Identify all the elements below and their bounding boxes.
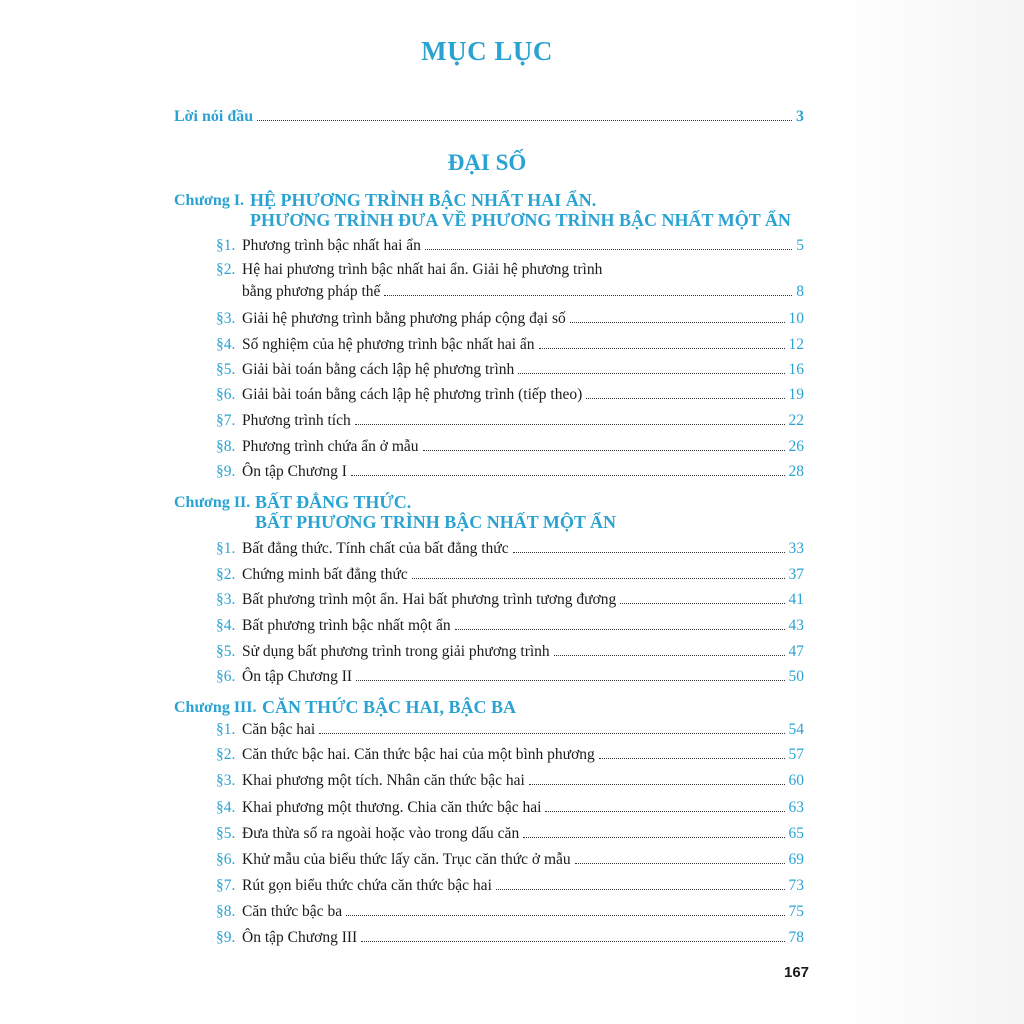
toc-entry[interactable] (216, 799, 804, 821)
leader-dots (356, 680, 784, 681)
entry-page-number: 57 (788, 746, 804, 763)
entry-page-number: 37 (788, 566, 804, 583)
toc-entry[interactable] (216, 617, 804, 639)
section-number: §8. (216, 903, 236, 920)
entry-title: Căn thức bậc hai. Căn thức bậc hai của một bình phương (242, 746, 595, 763)
entry-page-number: 75 (788, 903, 804, 920)
leader-dots (361, 941, 784, 942)
section-number: §2. (216, 261, 236, 278)
preface-entry[interactable] (174, 108, 804, 130)
toc-entry[interactable] (216, 772, 804, 794)
leader-dots (455, 629, 785, 630)
entry-title: Khử mẫu của biểu thức lấy căn. Trục căn thức ở mẫu (242, 851, 571, 868)
entry-page-number: 16 (788, 361, 804, 378)
section-number: §7. (216, 412, 236, 429)
entry-page-number: 12 (788, 336, 804, 353)
section-number: §2. (216, 746, 236, 763)
entry-page-number: 33 (788, 540, 804, 557)
entry-title: Khai phương một thương. Chia căn thức bậc hai (242, 799, 542, 816)
toc-entry[interactable] (216, 438, 804, 460)
entry-title: Giải bài toán bằng cách lập hệ phương trình (242, 361, 515, 378)
toc-entry[interactable] (216, 851, 804, 873)
chapter-title-line: HỆ PHƯƠNG TRÌNH BẬC NHẤT HAI ẨN. (250, 190, 597, 210)
leader-dots (518, 373, 784, 374)
entry-title: Phương trình chứa ẩn ở mẫu (242, 438, 419, 455)
entry-title: Ôn tập Chương I (242, 463, 347, 480)
chapter-title-line: CĂN THỨC BẬC HAI, BẬC BA (262, 697, 517, 717)
toc-entry[interactable] (216, 643, 804, 665)
leader-dots (423, 450, 785, 451)
toc-entry[interactable] (216, 540, 804, 562)
chapter-label: Chương III. (174, 699, 257, 716)
leader-dots (513, 552, 785, 553)
entry-title: Căn thức bậc ba (242, 903, 343, 920)
entry-title: Bất đẳng thức. Tính chất của bất đẳng thức (242, 540, 509, 557)
page-number: 167 (784, 964, 810, 981)
chapter-title-line: BẤT ĐẲNG THỨC. (255, 492, 412, 512)
toc-entry[interactable] (216, 261, 804, 305)
entry-title: Bất phương trình một ẩn. Hai bất phương trình tương đương (242, 591, 617, 608)
section-number: §3. (216, 591, 236, 608)
leader-dots (346, 915, 784, 916)
entry-title: Căn bậc hai (242, 721, 316, 738)
entry-page-number: 54 (788, 721, 804, 738)
entry-page-number: 47 (788, 643, 804, 660)
leader-dots (599, 758, 785, 759)
toc-entry[interactable] (216, 463, 804, 485)
section-number: §3. (216, 310, 236, 327)
toc-entry[interactable] (216, 361, 804, 383)
chapter-label: Chương I. (174, 192, 245, 209)
entry-title: Phương trình tích (242, 412, 351, 429)
chapter-title-line: PHƯƠNG TRÌNH ĐƯA VỀ PHƯƠNG TRÌNH BẬC NHẤT MỘT ẨN (250, 210, 791, 230)
section-number: §5. (216, 643, 236, 660)
leader-dots (412, 578, 785, 579)
entry-title: Giải hệ phương trình bằng phương pháp cộng đại số (242, 310, 566, 327)
leader-dots (319, 733, 784, 734)
leader-dots (575, 863, 785, 864)
entry-title: Rút gọn biểu thức chứa căn thức bậc hai (242, 877, 492, 894)
section-number: §6. (216, 386, 236, 403)
section-number: §1. (216, 721, 236, 738)
entry-page-number: 60 (788, 772, 804, 789)
chapter-label: Chương II. (174, 494, 251, 511)
entry-title: Ôn tập Chương III (242, 929, 358, 946)
leader-dots (257, 120, 792, 121)
leader-dots (570, 322, 785, 323)
entry-page-number: 43 (788, 617, 804, 634)
section-title: ĐẠI SỐ (447, 150, 527, 175)
entry-title: Số nghiệm của hệ phương trình bậc nhất hai ẩn (242, 336, 535, 353)
section-number: §6. (216, 668, 236, 685)
toc-entry[interactable] (216, 903, 804, 925)
section-number: §4. (216, 799, 236, 816)
entry-page-number: 26 (788, 438, 804, 455)
entry-page-number: 65 (788, 825, 804, 842)
entry-page-number: 41 (788, 591, 804, 608)
entry-page-number: 63 (788, 799, 804, 816)
section-number: §2. (216, 566, 236, 583)
section-number: §6. (216, 851, 236, 868)
toc-entry[interactable] (216, 877, 804, 899)
leader-dots (351, 475, 785, 476)
section-number: §5. (216, 825, 236, 842)
toc-entry[interactable] (216, 668, 804, 690)
leader-dots (554, 655, 785, 656)
toc-entry[interactable] (216, 386, 804, 408)
section-number: §7. (216, 877, 236, 894)
entry-page-number: 28 (788, 463, 804, 480)
section-number: §4. (216, 617, 236, 634)
leader-dots (355, 424, 785, 425)
entry-title: Phương trình bậc nhất hai ẩn (242, 237, 421, 254)
leader-dots (529, 784, 785, 785)
page-title: MỤC LỤC (421, 36, 553, 66)
toc-entry[interactable] (216, 310, 804, 332)
leader-dots (545, 811, 784, 812)
leader-dots (523, 837, 784, 838)
leader-dots (425, 249, 792, 250)
entry-title: Chứng minh bất đẳng thức (242, 566, 408, 583)
entry-title: Hệ hai phương trình bậc nhất hai ẩn. Giải hệ phương trình (242, 261, 603, 278)
entry-title: Khai phương một tích. Nhân căn thức bậc hai (242, 772, 525, 789)
entry-page-number: 22 (788, 412, 804, 429)
leader-dots (620, 603, 784, 604)
toc-entry[interactable] (216, 746, 804, 768)
toc-entry[interactable] (216, 721, 804, 743)
entry-page-number: 78 (788, 929, 804, 946)
section-number: §5. (216, 361, 236, 378)
section-number: §8. (216, 438, 236, 455)
chapter-title-line: BẤT PHƯƠNG TRÌNH BẬC NHẤT MỘT ẨN (255, 512, 617, 532)
leader-dots (539, 348, 785, 349)
toc-entry[interactable] (216, 237, 804, 259)
section-number: §3. (216, 772, 236, 789)
entry-title: Sử dụng bất phương trình trong giải phương trình (242, 643, 550, 660)
toc-entry[interactable] (216, 336, 804, 358)
section-number: §9. (216, 929, 236, 946)
leader-dots (586, 398, 784, 399)
section-number: §4. (216, 336, 236, 353)
entry-title: Ôn tập Chương II (242, 668, 353, 685)
entry-page-number: 69 (788, 851, 804, 868)
entry-page-number: 50 (788, 668, 804, 685)
toc-entry[interactable] (216, 412, 804, 434)
entry-page-number: 5 (796, 237, 804, 254)
section-number: §9. (216, 463, 236, 480)
preface-label: Lời nói đầu (174, 108, 254, 125)
entry-page-number: 73 (788, 877, 804, 894)
entry-page-number: 10 (788, 310, 804, 327)
toc-entry[interactable] (216, 566, 804, 588)
preface-page-number: 3 (796, 108, 804, 125)
toc-entry[interactable] (216, 929, 804, 951)
entry-page-number: 19 (788, 386, 804, 403)
entry-page-number: 8 (796, 283, 804, 300)
section-number: §1. (216, 540, 236, 557)
entry-title: Đưa thừa số ra ngoài hoặc vào trong dấu căn (242, 825, 520, 842)
section-number: §1. (216, 237, 236, 254)
entry-title: Giải bài toán bằng cách lập hệ phương trình (tiếp theo) (242, 386, 583, 403)
toc-entry[interactable] (216, 591, 804, 613)
leader-dots (496, 889, 785, 890)
toc-entry[interactable] (216, 825, 804, 847)
entry-title-continued: bằng phương pháp thế (242, 283, 381, 300)
entry-title: Bất phương trình bậc nhất một ẩn (242, 617, 451, 634)
leader-dots (384, 295, 792, 296)
